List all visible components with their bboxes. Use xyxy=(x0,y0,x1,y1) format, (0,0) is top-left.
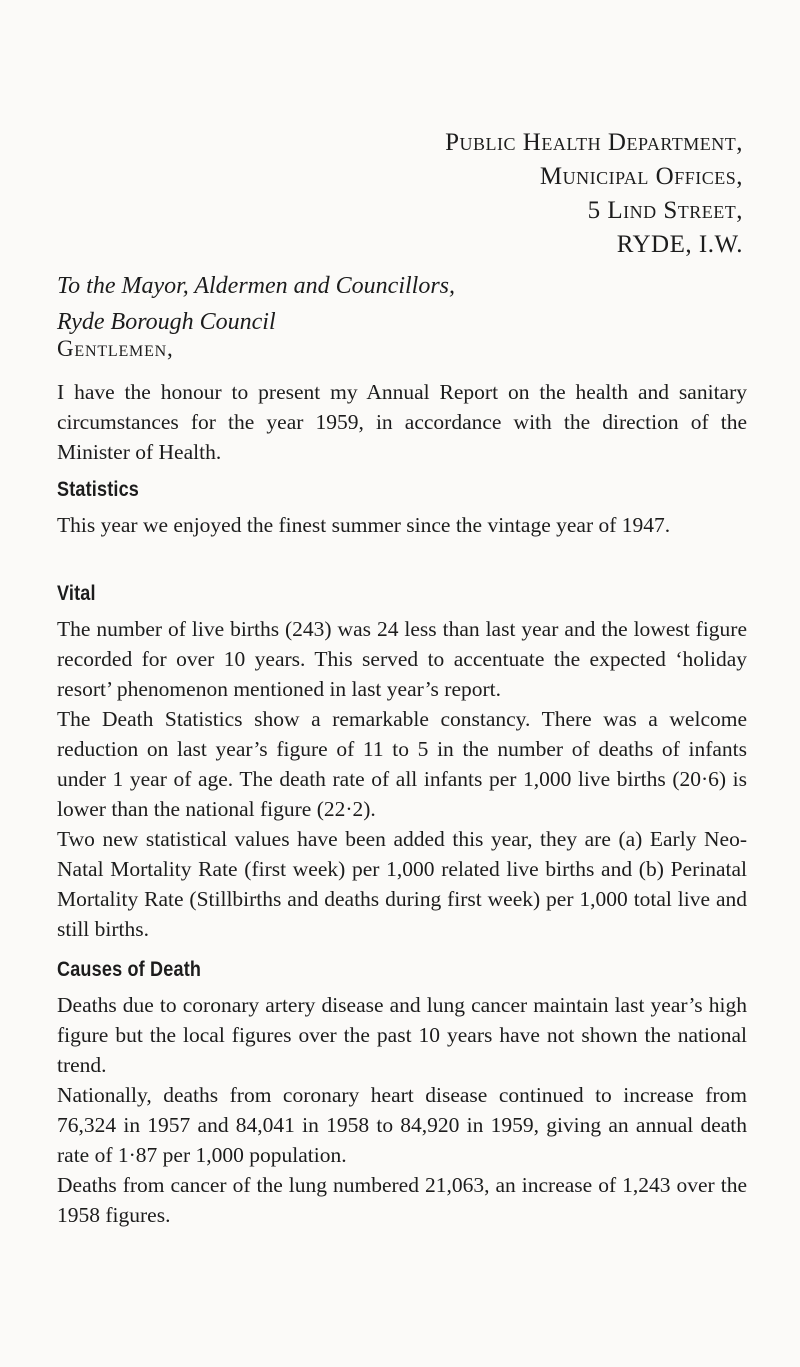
sender-address xyxy=(445,126,743,262)
address-offices: Municipal Offices, xyxy=(539,163,743,190)
causes-section xyxy=(57,990,747,1230)
greeting: Gentlemen, xyxy=(57,336,174,361)
heading-statistics: Statistics xyxy=(57,478,140,501)
addressee-line-1: To the Mayor, Aldermen and Councillors, xyxy=(57,273,456,299)
vital-paragraph-3: Two new statistical values have been added this year, they are (a) Early Neo-Natal Mortality Rate (first week) per 1,000 related live births and (b) Perinatal Mortality Rate (Stillbirths and deaths during first week) per 1,000 total live and still births. xyxy=(57,827,747,941)
causes-paragraph-3: Deaths from cancer of the lung numbered 21,063, an increase of 1,243 over the 1958 figures. xyxy=(57,1173,747,1227)
heading-causes-of-death: Causes of Death xyxy=(57,958,202,981)
causes-paragraph-1: Deaths due to coronary artery disease and lung cancer maintain last year’s high figure but the local figures over the past 10 years have not shown the national trend. xyxy=(57,993,747,1077)
address-department: Public Health Department, xyxy=(445,129,743,156)
intro-text: I have the honour to present my Annual Report on the health and sanitary circumstances for the year 1959, in accordance with the direction of the Minister of Health. xyxy=(57,380,747,464)
statistics-paragraph: This year we enjoyed the finest summer since the vintage year of 1947. xyxy=(57,513,671,537)
address-town: RYDE, I.W. xyxy=(616,231,743,258)
vital-paragraph-1: The number of live births (243) was 24 less than last year and the lowest figure recorded for over 10 years. This served to accentuate the expected ‘holiday resort’ phenomenon mentioned in last year’s report. xyxy=(57,617,747,701)
statistics-section xyxy=(57,510,747,540)
addressee-line-2: Ryde Borough Council xyxy=(57,309,276,335)
vital-paragraph-2: The Death Statistics show a remarkable constancy. There was a welcome reduction on last year’s figure of 11 to 5 in the number of deaths of infants under 1 year of age. The death rate of all infants per 1,000 live births (20·6) is lower than the national figure (22·2). xyxy=(57,707,747,821)
vital-section xyxy=(57,614,747,944)
intro-paragraph xyxy=(57,377,747,467)
addressee xyxy=(57,268,455,340)
heading-vital: Vital xyxy=(57,582,96,605)
address-street: 5 Lind Street, xyxy=(587,197,743,224)
causes-paragraph-2: Nationally, deaths from coronary heart disease continued to increase from 76,324 in 1957 and 84,041 in 1958 to 84,920 in 1959, giving an annual death rate of 1·87 per 1,000 population. xyxy=(57,1083,747,1167)
